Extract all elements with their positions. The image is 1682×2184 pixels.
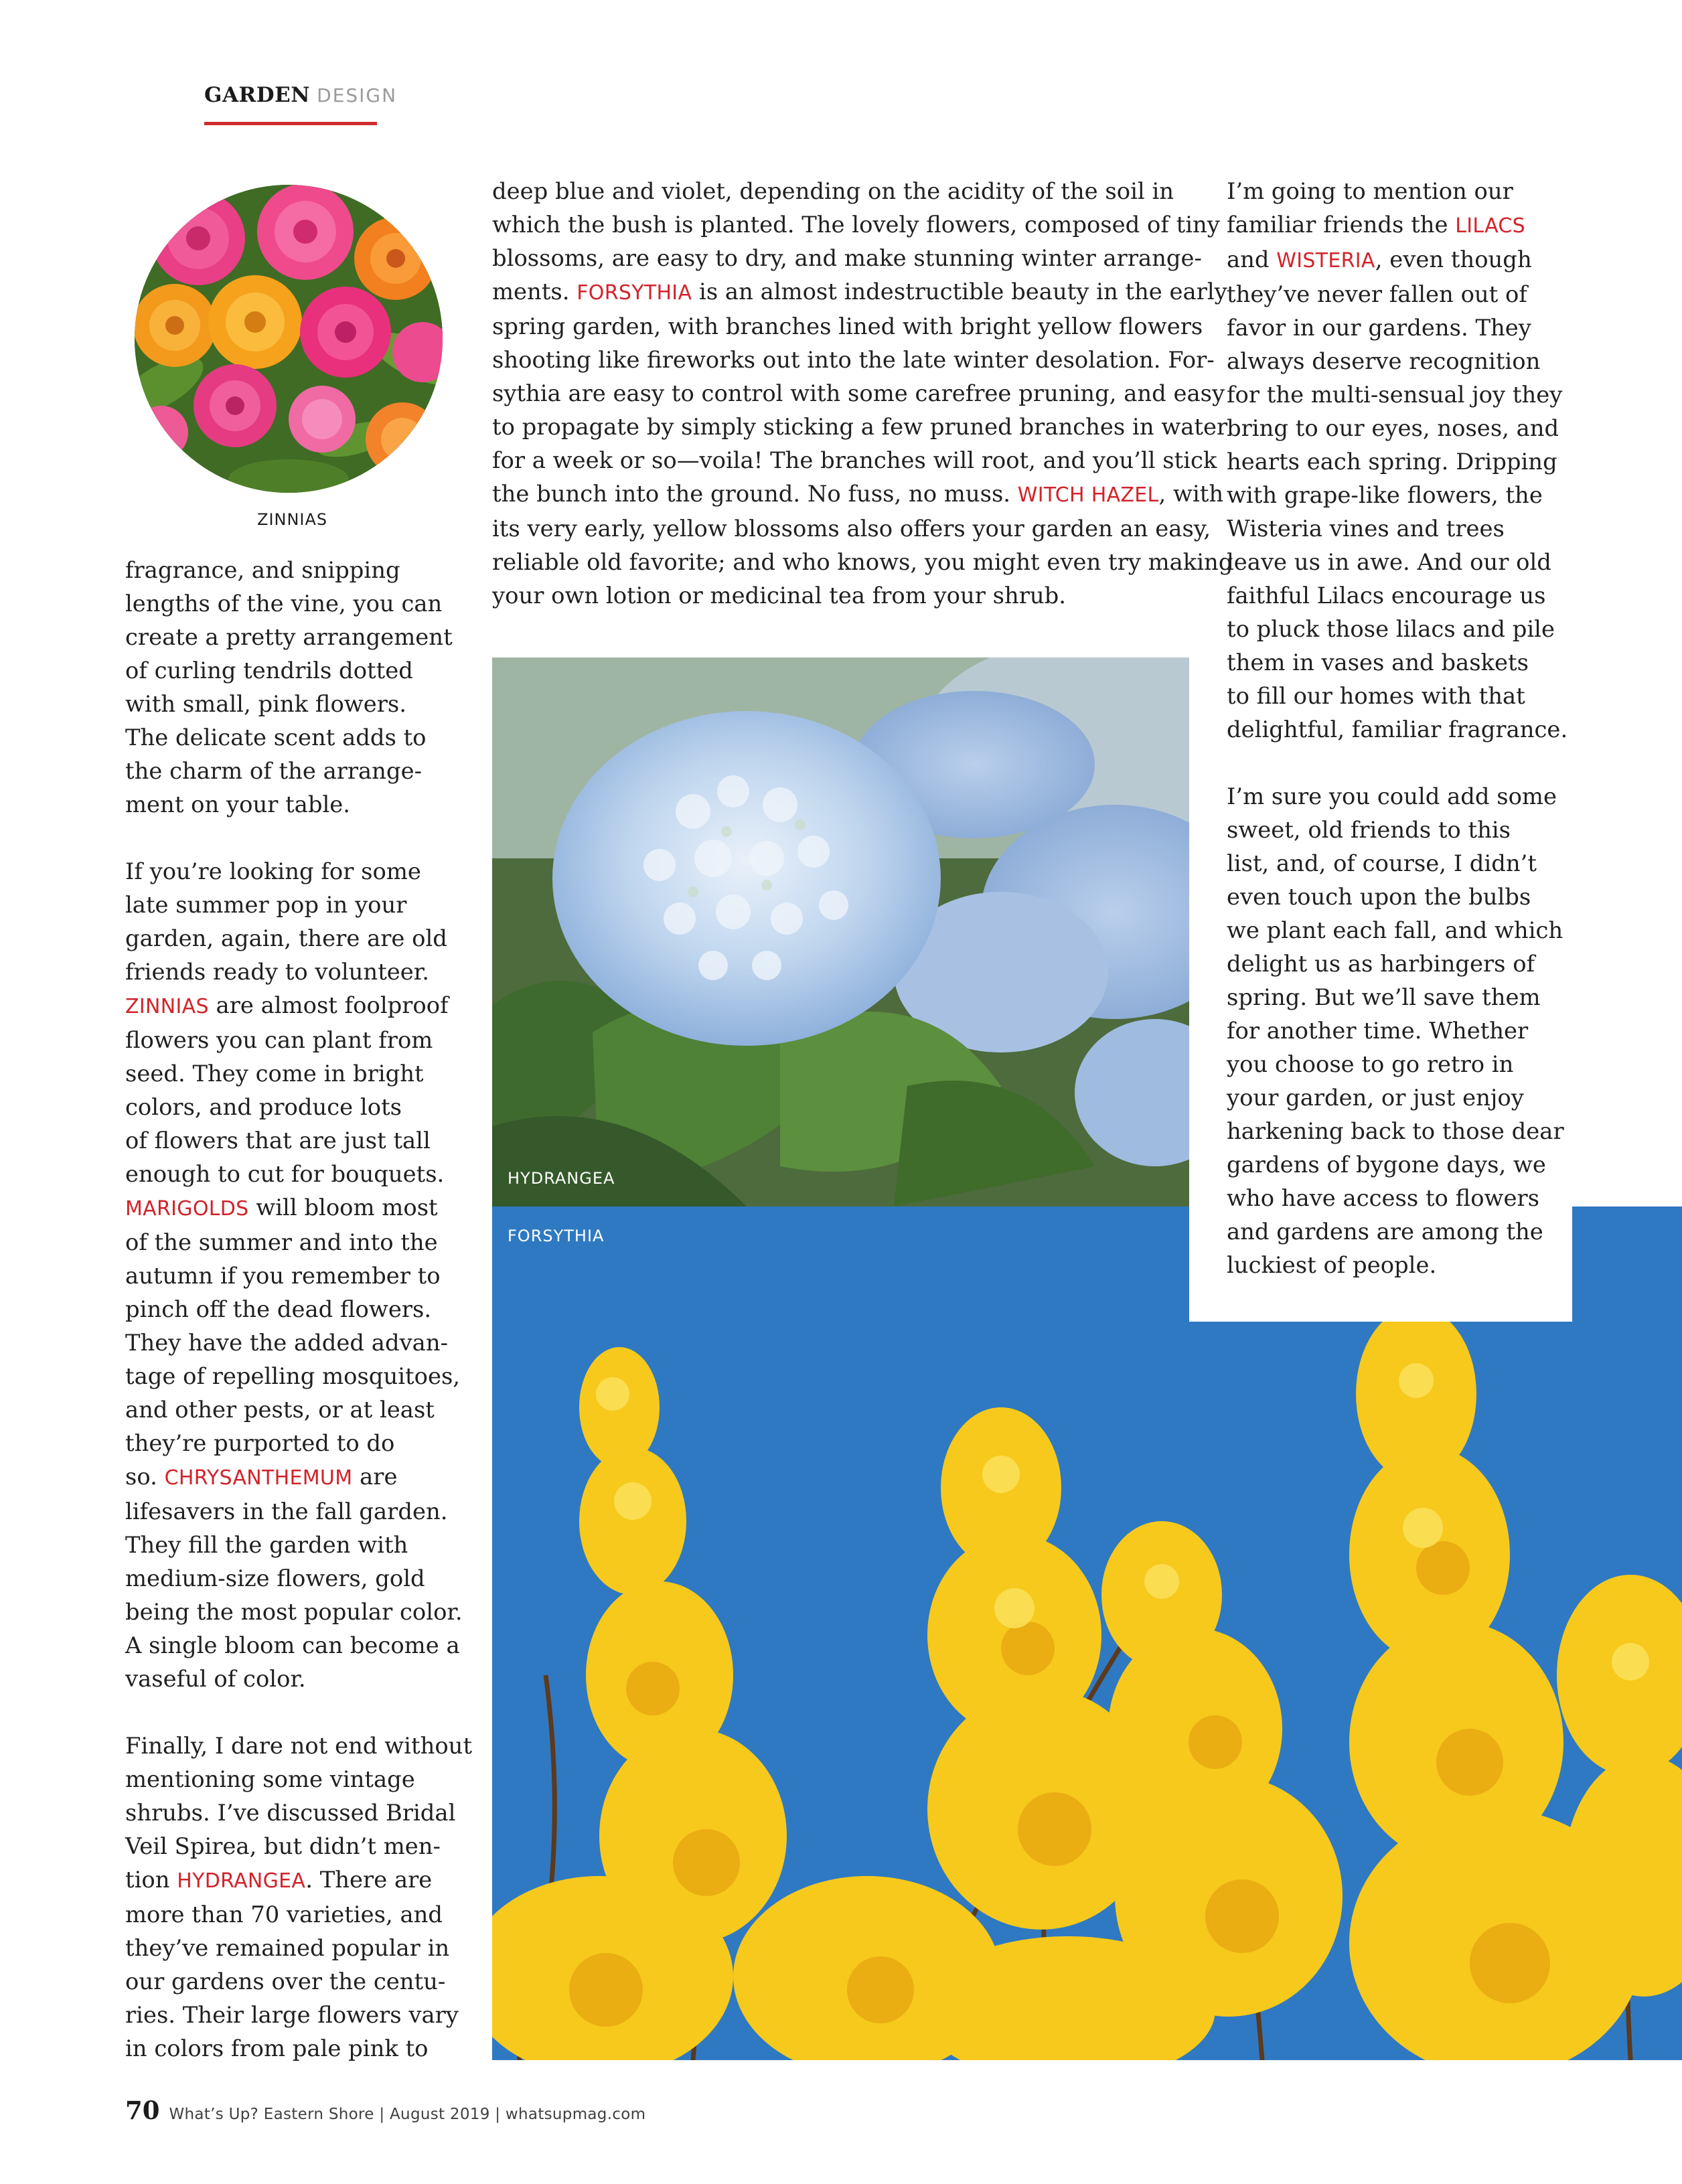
text-line: pinch off the dead flowers. [125, 1296, 432, 1322]
text-line: you choose to go retro in [1227, 1051, 1514, 1077]
paragraph-gap [125, 822, 472, 855]
left-column [125, 554, 472, 2065]
text-line: lengths of the vine, you can [125, 591, 443, 617]
zinnias-photo [135, 185, 443, 493]
text-line [492, 275, 1233, 310]
text-line: sythia are easy to control with some carefree pruning, and easy [492, 380, 1225, 406]
text-line: delightful, familiar fragrance. [1227, 716, 1568, 743]
text-line [1227, 243, 1568, 278]
text-line: our gardens over the centu- [125, 1968, 446, 1995]
text-line: bring to our eyes, noses, and [1227, 415, 1559, 441]
text-line: they’ve remained popular in [125, 1935, 450, 1961]
text-line: I’m going to mention our [1227, 178, 1513, 204]
text-line: being the most popular color. [125, 1599, 463, 1625]
text-line: blossoms, are easy to dry, and make stunning winter arrange- [492, 245, 1202, 271]
text-line: them in vases and baskets [1227, 649, 1529, 676]
text-line: leave us in awe. And our old [1227, 549, 1551, 575]
text-line: which the bush is planted. The lovely flowers, composed of tiny [492, 212, 1220, 238]
paragraph-gap [125, 1696, 472, 1729]
plant-name: LILACS [1455, 214, 1525, 238]
text-line: favor in our gardens. They [1227, 315, 1531, 341]
text-line: luckiest of people. [1227, 1252, 1437, 1278]
text-line: your garden, or just enjoy [1227, 1085, 1524, 1111]
plant-name: MARIGOLDS [125, 1197, 249, 1221]
section-label: GARDEN [204, 83, 311, 107]
text-segment: familiar friends the [1227, 212, 1456, 238]
text-segment: will bloom most [248, 1194, 438, 1221]
text-line [125, 1191, 472, 1226]
text-line: hearts each spring. Dripping [1227, 449, 1557, 475]
text-line: more than 70 varieties, and [125, 1901, 443, 1928]
text-line: and gardens are among the [1227, 1219, 1543, 1245]
text-line: vaseful of color. [125, 1666, 306, 1692]
text-line: to propagate by simply sticking a few pruned branches in water [492, 414, 1228, 440]
text-line: friends ready to volunteer. [125, 959, 429, 985]
text-segment: and [1227, 246, 1277, 272]
text-line [1227, 208, 1568, 243]
text-line: for another time. Whether [1227, 1018, 1529, 1044]
text-line: the charm of the arrange- [125, 758, 423, 784]
section-header [204, 83, 397, 107]
text-line: colors, and produce lots [125, 1094, 402, 1120]
text-line: in colors from pale pink to [125, 2035, 429, 2061]
footer [125, 2096, 645, 2125]
page-number: 70 [125, 2096, 160, 2125]
text-line: with small, pink flowers. [125, 691, 406, 717]
text-line: deep blue and violet, depending on the acidity of the soil in [492, 178, 1174, 204]
subsection-label: DESIGN [317, 84, 398, 106]
text-line: medium-size flowers, gold [125, 1565, 425, 1591]
plant-name: WITCH HAZEL [1017, 483, 1159, 507]
text-line: late summer pop in your [125, 892, 407, 918]
footer-info: What’s Up? Eastern Shore | August 2019 | whatsupmag.com [169, 2106, 646, 2123]
text-line: gardens of bygone days, we [1227, 1152, 1546, 1178]
text-line: garden, again, there are old [125, 925, 447, 951]
text-segment: . There are [305, 1867, 433, 1893]
text-line: They have the added advan- [125, 1330, 449, 1356]
text-line: your own lotion or medicinal tea from your shrub. [492, 582, 1067, 609]
text-line: its very early, yellow blossoms also offers your garden an easy, [492, 516, 1211, 542]
text-line: to pluck those lilacs and pile [1227, 616, 1555, 642]
text-line: spring. But we’ll save them [1227, 984, 1541, 1010]
text-segment: is an almost indestructible beauty in the early [692, 279, 1227, 305]
text-line: shrubs. I’ve discussed Bridal [125, 1800, 456, 1826]
forsythia-illustration [492, 1206, 1682, 2060]
text-line: of the summer and into the [125, 1229, 438, 1255]
zinnias-illustration [135, 185, 443, 493]
text-segment: the bunch into the ground. No fuss, no muss. [492, 481, 1018, 507]
text-line: always deserve recognition [1227, 348, 1541, 374]
plant-name: WISTERIA [1276, 249, 1375, 272]
text-line: they’re purported to do [125, 1430, 395, 1456]
text-line: create a pretty arrangement [125, 624, 453, 650]
text-line: for a week or so—voila! The branches will root, and you’ll stick [492, 447, 1217, 473]
hydrangea-illustration [492, 657, 1189, 1206]
middle-column [492, 175, 1233, 613]
text-line: autumn if you remember to [125, 1263, 441, 1289]
text-line [125, 989, 472, 1024]
text-segment: are [352, 1464, 398, 1490]
text-line: we plant each fall, and which [1227, 917, 1563, 943]
text-line [125, 1863, 472, 1898]
text-line: I’m sure you could add some [1227, 783, 1557, 809]
forsythia-caption: FORSYTHIA [508, 1227, 605, 1245]
text-line: ment on your table. [125, 791, 351, 817]
text-line: fragrance, and snipping [125, 557, 400, 583]
text-line: spring garden, with branches lined with bright yellow flowers [492, 313, 1203, 339]
text-line: who have access to flowers [1227, 1185, 1539, 1211]
plant-name: HYDRANGEA [177, 1869, 306, 1893]
text-line: list, and, of course, I didn’t [1227, 850, 1537, 876]
text-line: ries. Their large flowers vary [125, 2002, 459, 2028]
text-segment: ments. [492, 279, 577, 305]
text-line: faithful Lilacs encourage us [1227, 582, 1546, 609]
text-line: Finally, I dare not end without [125, 1733, 473, 1759]
text-line: seed. They come in bright [125, 1061, 424, 1087]
text-line: delight us as harbingers of [1227, 951, 1535, 977]
text-line: lifesavers in the fall garden. [125, 1498, 448, 1525]
text-line: with grape-like flowers, the [1227, 482, 1543, 508]
text-line: sweet, old friends to this [1227, 817, 1511, 843]
text-line: shooting like fireworks out into the late winter desolation. For- [492, 347, 1215, 373]
text-segment: , even though [1375, 246, 1532, 272]
zinnias-caption: ZINNIAS [257, 510, 328, 529]
hydrangea-caption: HYDRANGEA [508, 1169, 615, 1188]
plant-name: CHRYSANTHEMUM [164, 1466, 353, 1490]
text-line: even touch upon the bulbs [1227, 884, 1531, 910]
hydrangea-photo [492, 657, 1189, 1206]
text-line: tage of repelling mosquitoes, [125, 1363, 461, 1389]
text-line: of curling tendrils dotted [125, 657, 413, 684]
text-segment: tion [125, 1867, 177, 1893]
text-line [125, 1460, 472, 1495]
text-line: They fill the garden with [125, 1532, 408, 1558]
text-line: flowers you can plant from [125, 1027, 433, 1053]
section-rule [204, 122, 377, 125]
text-line [492, 477, 1233, 512]
paragraph-gap [1227, 747, 1568, 780]
text-line: mentioning some vintage [125, 1766, 415, 1792]
text-line: A single bloom can become a [125, 1632, 460, 1658]
text-line: The delicate scent adds to [125, 724, 427, 751]
forsythia-photo [492, 1206, 1682, 2060]
plant-name: FORSYTHIA [577, 281, 692, 305]
text-line: harkening back to those dear [1227, 1118, 1564, 1144]
text-segment: are almost foolproof [208, 992, 449, 1018]
text-line: for the multi-sensual joy they [1227, 382, 1563, 408]
text-line: enough to cut for bouquets. [125, 1161, 445, 1187]
text-line: Wisteria vines and trees [1227, 516, 1505, 542]
text-line: If you’re looking for some [125, 858, 421, 884]
right-column [1227, 175, 1568, 1282]
text-line: and other pests, or at least [125, 1397, 435, 1423]
text-segment: , with [1158, 481, 1224, 507]
plant-name: ZINNIAS [125, 995, 209, 1018]
text-segment: so. [125, 1464, 165, 1490]
text-line: of flowers that are just tall [125, 1127, 431, 1154]
text-line: they’ve never fallen out of [1227, 281, 1527, 307]
text-line: Veil Spirea, but didn’t men- [125, 1833, 441, 1859]
text-line: to fill our homes with that [1227, 683, 1525, 709]
text-line: reliable old favorite; and who knows, you might even try making [492, 549, 1233, 575]
